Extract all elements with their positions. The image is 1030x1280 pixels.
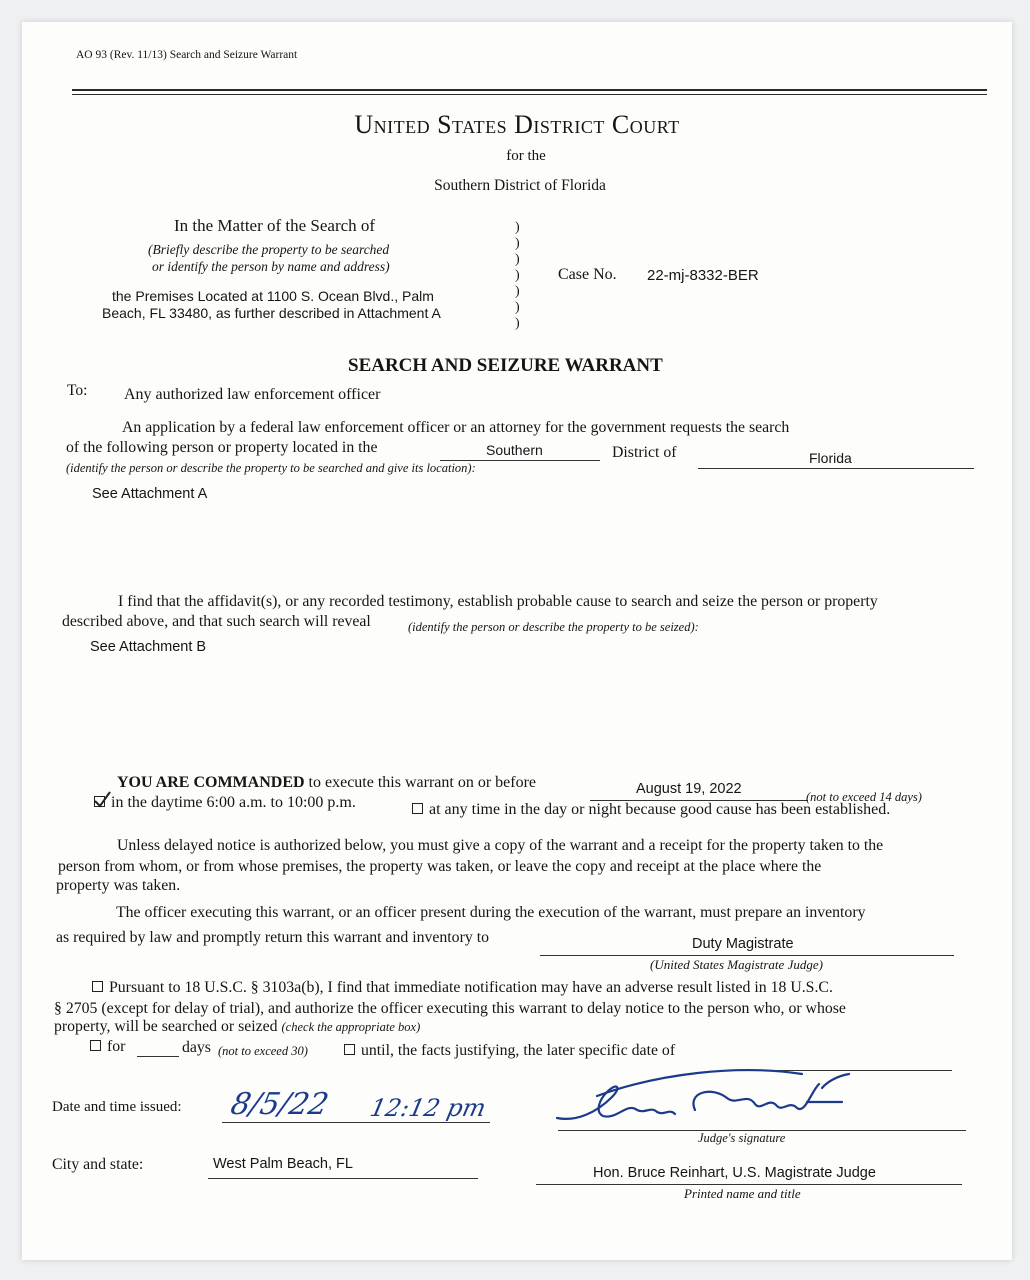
handwritten-date-time <box>227 1078 497 1128</box>
days-instruction: (not to exceed 30) <box>218 1044 308 1058</box>
paren: ) <box>515 268 520 283</box>
application-instruction: (identify the person or describe the property to be searched and give its location): <box>66 461 476 475</box>
handwritten-time: 12:12 pm <box>367 1093 489 1122</box>
inventory-caption: (United States Magistrate Judge) <box>650 957 823 972</box>
handwritten-date: 8/5/22 <box>227 1087 332 1122</box>
delay-instruction: (check the appropriate box) <box>281 1020 421 1034</box>
notice-line-1: Unless delayed notice is authorized below, you must give a copy of the warrant and a receipt for the property taken to the <box>117 837 884 854</box>
matter-heading: In the Matter of the Search of <box>174 216 376 235</box>
to-value: Any authorized law enforcement officer <box>124 386 381 403</box>
case-number-label: Case No. <box>558 266 617 283</box>
delay-text-1: Pursuant to 18 U.S.C. § 3103a(b), I find that immediate notification may have an adverse result listed in 18 U.S.C. <box>109 979 833 996</box>
caption-instruction-1: (Briefly describe the property to be searched <box>148 242 390 257</box>
application-line-2: of the following person or property located in the <box>66 439 378 456</box>
paren: ) <box>515 252 520 267</box>
court-district: Southern District of Florida <box>434 177 606 194</box>
delay-line-3 <box>54 1018 420 1036</box>
delay-for-option <box>90 1038 125 1056</box>
attachment-a: See Attachment A <box>92 486 208 502</box>
paren: ) <box>515 284 520 299</box>
state-underline <box>698 468 974 469</box>
case-number: 22-mj-8332-BER <box>647 267 759 284</box>
not-exceed-14: (not to exceed 14 days) <box>806 790 922 804</box>
days-label: days <box>182 1039 211 1056</box>
inventory-underline <box>540 955 954 956</box>
for-days-checkbox[interactable] <box>90 1040 101 1051</box>
signature-caption: Judge's signature <box>698 1131 786 1145</box>
anytime-option <box>412 801 890 819</box>
until-label: until, the facts justifying, the later specific date of <box>361 1042 676 1059</box>
court-title: United States District Court <box>354 110 680 139</box>
district-value: Southern <box>486 442 543 458</box>
delay-line-2: § 2705 (except for delay of trial), and authorize the officer executing this warrant to delay notice to the person who, or whose <box>54 1000 846 1017</box>
judge-signature <box>537 1052 867 1132</box>
checkmark-icon <box>93 791 111 809</box>
finding-instruction: (identify the person or describe the property to be seized): <box>408 620 699 634</box>
until-checkbox[interactable] <box>344 1044 355 1055</box>
caption-parentheses <box>515 220 520 332</box>
city-label: City and state: <box>52 1156 144 1173</box>
header-rule-top <box>72 89 987 91</box>
issued-label: Date and time issued: <box>52 1099 182 1115</box>
inventory-line-1: The officer executing this warrant, or an officer present during the execution of the warrant, must prepare an inventory <box>116 904 866 921</box>
paren: ) <box>515 220 520 235</box>
warrant-page <box>22 22 1012 1260</box>
delay-text-3: property, will be searched or seized <box>54 1018 278 1035</box>
attachment-b: See Attachment B <box>90 639 207 655</box>
court-for-the: for the <box>506 148 546 164</box>
finding-line-1: I find that the affidavit(s), or any recorded testimony, establish probable cause to search and seize the person or property <box>118 593 878 610</box>
application-line-1: An application by a federal law enforcement officer or an attorney for the government requests the search <box>122 419 790 436</box>
paren: ) <box>515 316 520 331</box>
finding-line-2: described above, and that such search will reveal <box>62 613 371 630</box>
delay-line-1 <box>92 979 833 997</box>
header-rule-bottom <box>72 94 987 95</box>
inventory-line-2: as required by law and promptly return this warrant and inventory to <box>56 929 489 946</box>
for-label: for <box>107 1038 126 1055</box>
premises-line-1: the Premises Located at 1100 S. Ocean Blvd., Palm <box>112 288 434 304</box>
inventory-value: Duty Magistrate <box>692 936 794 952</box>
city-value: West Palm Beach, FL <box>213 1156 353 1172</box>
premises-line-2: Beach, FL 33480, as further described in Attachment A <box>102 305 441 321</box>
daytime-label: in the daytime 6:00 a.m. to 10:00 p.m. <box>111 794 356 811</box>
anytime-checkbox[interactable] <box>412 803 423 814</box>
paren: ) <box>515 236 520 251</box>
state-value: Florida <box>809 450 852 466</box>
caption-instruction-2: or identify the person by name and address) <box>152 259 390 274</box>
to-label: To: <box>67 382 88 399</box>
daytime-option <box>94 794 356 812</box>
commanded-date: August 19, 2022 <box>636 781 742 797</box>
days-blank-underline <box>137 1056 179 1057</box>
paren: ) <box>515 300 520 315</box>
daytime-checkbox[interactable] <box>94 796 105 807</box>
anytime-label: at any time in the day or night because good cause has been established. <box>429 801 891 818</box>
notice-line-2: person from whom, or from whose premises, the property was taken, or leave the copy and receipt at the place where the <box>58 858 822 875</box>
commanded-line <box>117 774 536 792</box>
warrant-title: SEARCH AND SEIZURE WARRANT <box>348 355 663 376</box>
commanded-bold: YOU ARE COMMANDED <box>117 774 305 791</box>
commanded-text: to execute this warrant on or before <box>308 774 537 791</box>
printed-name-caption: Printed name and title <box>684 1186 801 1201</box>
delay-checkbox[interactable] <box>92 981 103 992</box>
printed-name-underline <box>536 1184 962 1185</box>
printed-name: Hon. Bruce Reinhart, U.S. Magistrate Judge <box>593 1165 876 1181</box>
form-id: AO 93 (Rev. 11/13) Search and Seizure Warrant <box>76 49 298 61</box>
city-underline <box>208 1178 478 1179</box>
notice-line-3: property was taken. <box>56 877 181 894</box>
district-of-label: District of <box>612 444 677 461</box>
